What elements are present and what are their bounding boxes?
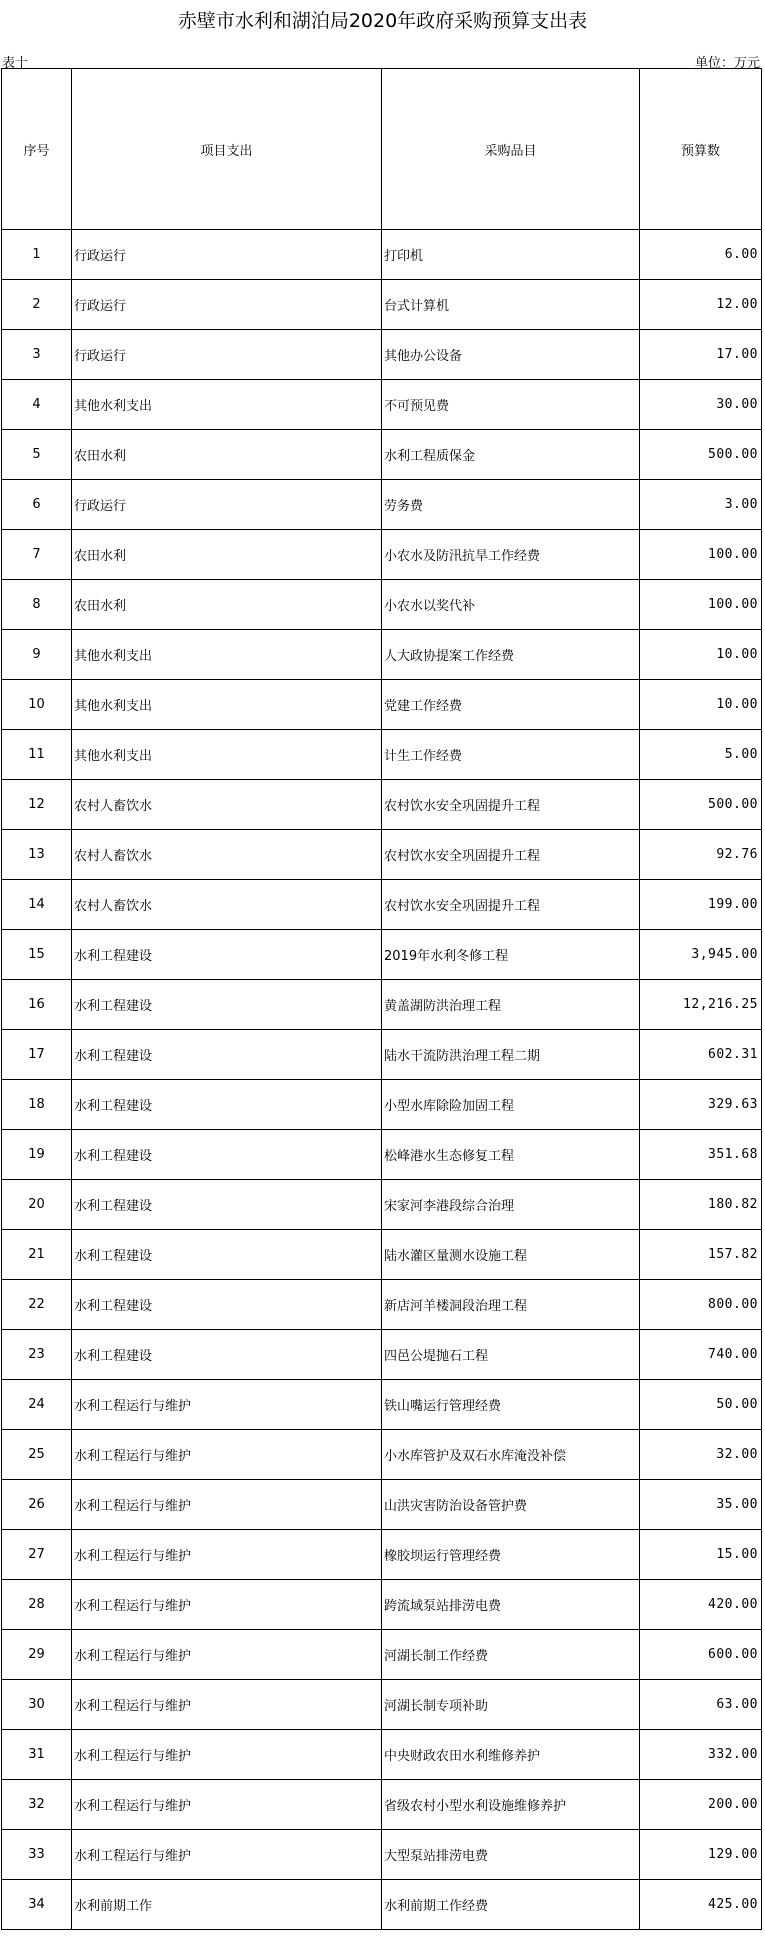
row-index: 20 xyxy=(2,1180,72,1230)
row-project: 水利工程建设 xyxy=(72,1130,382,1180)
row-budget: 50.00 xyxy=(640,1380,762,1430)
row-project: 水利工程运行与维护 xyxy=(72,1630,382,1680)
table-row xyxy=(2,280,762,330)
table-row xyxy=(2,230,762,280)
table-row xyxy=(2,1630,762,1680)
row-project: 水利工程运行与维护 xyxy=(72,1680,382,1730)
row-project: 水利工程建设 xyxy=(72,1080,382,1130)
table-row xyxy=(2,680,762,730)
table-row xyxy=(2,330,762,380)
table-row xyxy=(2,830,762,880)
table-row xyxy=(2,980,762,1030)
row-index: 1 xyxy=(2,230,72,280)
row-budget: 800.00 xyxy=(640,1280,762,1330)
row-project: 农田水利 xyxy=(72,530,382,580)
row-budget: 15.00 xyxy=(640,1530,762,1580)
row-project: 农田水利 xyxy=(72,580,382,630)
row-index: 26 xyxy=(2,1480,72,1530)
table-row xyxy=(2,480,762,530)
row-project: 农村人畜饮水 xyxy=(72,780,382,830)
table-row xyxy=(2,930,762,980)
row-index: 2 xyxy=(2,280,72,330)
table-row xyxy=(2,730,762,780)
table-row xyxy=(2,1480,762,1530)
table-row xyxy=(2,1380,762,1430)
row-index: 34 xyxy=(2,1880,72,1930)
row-project: 水利工程运行与维护 xyxy=(72,1530,382,1580)
row-index: 13 xyxy=(2,830,72,880)
table-label: 表十 xyxy=(2,56,29,71)
row-item: 河湖长制工作经费 xyxy=(382,1630,640,1680)
row-item: 2019年水利冬修工程 xyxy=(382,930,640,980)
row-project: 水利工程建设 xyxy=(72,1030,382,1080)
row-item: 劳务费 xyxy=(382,480,640,530)
row-index: 30 xyxy=(2,1680,72,1730)
row-project: 水利工程运行与维护 xyxy=(72,1580,382,1630)
row-project: 水利工程运行与维护 xyxy=(72,1830,382,1880)
row-index: 27 xyxy=(2,1530,72,1580)
row-item: 松峰港水生态修复工程 xyxy=(382,1130,640,1180)
row-project: 农村人畜饮水 xyxy=(72,830,382,880)
row-item: 宋家河李港段综合治理 xyxy=(382,1180,640,1230)
table-row xyxy=(2,1230,762,1280)
row-project: 水利工程运行与维护 xyxy=(72,1380,382,1430)
row-budget: 351.68 xyxy=(640,1130,762,1180)
row-project: 水利工程建设 xyxy=(72,1180,382,1230)
row-item: 农村饮水安全巩固提升工程 xyxy=(382,880,640,930)
row-index: 33 xyxy=(2,1830,72,1880)
row-project: 水利工程建设 xyxy=(72,1230,382,1280)
row-index: 29 xyxy=(2,1630,72,1680)
row-project: 水利工程建设 xyxy=(72,930,382,980)
row-budget: 329.63 xyxy=(640,1080,762,1130)
row-index: 28 xyxy=(2,1580,72,1630)
row-budget: 129.00 xyxy=(640,1830,762,1880)
row-budget: 199.00 xyxy=(640,880,762,930)
row-index: 31 xyxy=(2,1730,72,1780)
row-budget: 600.00 xyxy=(640,1630,762,1680)
row-item: 党建工作经费 xyxy=(382,680,640,730)
row-item: 跨流域泵站排涝电费 xyxy=(382,1580,640,1630)
table-row xyxy=(2,1080,762,1130)
row-index: 4 xyxy=(2,380,72,430)
row-item: 小型水库除险加固工程 xyxy=(382,1080,640,1130)
row-budget: 500.00 xyxy=(640,780,762,830)
table-row xyxy=(2,1030,762,1080)
row-index: 17 xyxy=(2,1030,72,1080)
row-budget: 180.82 xyxy=(640,1180,762,1230)
row-index: 3 xyxy=(2,330,72,380)
row-budget: 500.00 xyxy=(640,430,762,480)
row-budget: 602.31 xyxy=(640,1030,762,1080)
row-index: 9 xyxy=(2,630,72,680)
row-project: 水利前期工作 xyxy=(72,1880,382,1930)
header-budget: 预算数 xyxy=(640,69,762,230)
table-row xyxy=(2,630,762,680)
row-item: 不可预见费 xyxy=(382,380,640,430)
row-index: 5 xyxy=(2,430,72,480)
row-item: 农村饮水安全巩固提升工程 xyxy=(382,830,640,880)
row-index: 6 xyxy=(2,480,72,530)
table-row xyxy=(2,580,762,630)
table-row xyxy=(2,1130,762,1180)
row-budget: 6.00 xyxy=(640,230,762,280)
row-index: 10 xyxy=(2,680,72,730)
row-index: 22 xyxy=(2,1280,72,1330)
row-item: 水利工程质保金 xyxy=(382,430,640,480)
table-row xyxy=(2,1830,762,1880)
header-project: 项目支出 xyxy=(72,69,382,230)
row-item: 黄盖湖防洪治理工程 xyxy=(382,980,640,1030)
row-budget: 100.00 xyxy=(640,580,762,630)
row-project: 行政运行 xyxy=(72,230,382,280)
row-budget: 100.00 xyxy=(640,530,762,580)
row-project: 水利工程运行与维护 xyxy=(72,1430,382,1480)
table-row xyxy=(2,1680,762,1730)
row-index: 16 xyxy=(2,980,72,1030)
row-index: 25 xyxy=(2,1430,72,1480)
row-budget: 420.00 xyxy=(640,1580,762,1630)
row-index: 15 xyxy=(2,930,72,980)
row-budget: 157.82 xyxy=(640,1230,762,1280)
row-budget: 740.00 xyxy=(640,1330,762,1380)
row-index: 11 xyxy=(2,730,72,780)
row-item: 河湖长制专项补助 xyxy=(382,1680,640,1730)
row-budget: 10.00 xyxy=(640,630,762,680)
row-item: 打印机 xyxy=(382,230,640,280)
row-index: 18 xyxy=(2,1080,72,1130)
row-budget: 63.00 xyxy=(640,1680,762,1730)
row-budget: 35.00 xyxy=(640,1480,762,1530)
row-budget: 332.00 xyxy=(640,1730,762,1780)
row-item: 计生工作经费 xyxy=(382,730,640,780)
row-index: 21 xyxy=(2,1230,72,1280)
row-item: 其他办公设备 xyxy=(382,330,640,380)
table-row xyxy=(2,780,762,830)
row-project: 水利工程运行与维护 xyxy=(72,1730,382,1780)
row-item: 大型泵站排涝电费 xyxy=(382,1830,640,1880)
row-budget: 12.00 xyxy=(640,280,762,330)
row-index: 19 xyxy=(2,1130,72,1180)
row-budget: 425.00 xyxy=(640,1880,762,1930)
row-item: 省级农村小型水利设施维修养护 xyxy=(382,1780,640,1830)
table-row xyxy=(2,1880,762,1930)
header-item: 采购品目 xyxy=(382,69,640,230)
row-item: 四邑公堤抛石工程 xyxy=(382,1330,640,1380)
row-budget: 5.00 xyxy=(640,730,762,780)
row-project: 水利工程运行与维护 xyxy=(72,1780,382,1830)
page-title: 赤壁市水利和湖泊局2020年政府采购预算支出表 xyxy=(177,10,588,32)
budget-table xyxy=(1,68,762,1930)
row-item: 陆水灌区量测水设施工程 xyxy=(382,1230,640,1280)
row-project: 水利工程建设 xyxy=(72,980,382,1030)
table-row xyxy=(2,380,762,430)
row-budget: 10.00 xyxy=(640,680,762,730)
table-row xyxy=(2,880,762,930)
row-project: 水利工程运行与维护 xyxy=(72,1480,382,1530)
table-row xyxy=(2,530,762,580)
table-row xyxy=(2,1180,762,1230)
row-project: 农村人畜饮水 xyxy=(72,880,382,930)
row-item: 铁山嘴运行管理经费 xyxy=(382,1380,640,1430)
row-index: 12 xyxy=(2,780,72,830)
row-item: 新店河羊楼洞段治理工程 xyxy=(382,1280,640,1330)
row-project: 水利工程建设 xyxy=(72,1280,382,1330)
row-project: 其他水利支出 xyxy=(72,630,382,680)
row-budget: 92.76 xyxy=(640,830,762,880)
table-row xyxy=(2,1530,762,1580)
row-item: 橡胶坝运行管理经费 xyxy=(382,1530,640,1580)
row-budget: 3,945.00 xyxy=(640,930,762,980)
table-row xyxy=(2,1780,762,1830)
header-row xyxy=(2,69,762,230)
header-index: 序号 xyxy=(2,69,72,230)
table-row xyxy=(2,1330,762,1380)
row-project: 农田水利 xyxy=(72,430,382,480)
row-budget: 12,216.25 xyxy=(640,980,762,1030)
row-budget: 200.00 xyxy=(640,1780,762,1830)
row-budget: 17.00 xyxy=(640,330,762,380)
row-project: 行政运行 xyxy=(72,330,382,380)
table-row xyxy=(2,1730,762,1780)
row-index: 8 xyxy=(2,580,72,630)
row-item: 小农水及防汛抗旱工作经费 xyxy=(382,530,640,580)
table-row xyxy=(2,430,762,480)
row-item: 小农水以奖代补 xyxy=(382,580,640,630)
row-project: 其他水利支出 xyxy=(72,730,382,780)
row-budget: 3.00 xyxy=(640,480,762,530)
row-project: 其他水利支出 xyxy=(72,680,382,730)
row-project: 行政运行 xyxy=(72,480,382,530)
row-item: 山洪灾害防治设备管护费 xyxy=(382,1480,640,1530)
row-item: 人大政协提案工作经费 xyxy=(382,630,640,680)
row-index: 14 xyxy=(2,880,72,930)
unit-label: 单位：万元 xyxy=(694,56,760,71)
row-project: 行政运行 xyxy=(72,280,382,330)
row-item: 陆水干流防洪治理工程二期 xyxy=(382,1030,640,1080)
row-budget: 32.00 xyxy=(640,1430,762,1480)
row-project: 水利工程建设 xyxy=(72,1330,382,1380)
row-item: 小水库管护及双石水库淹没补偿 xyxy=(382,1430,640,1480)
table-row xyxy=(2,1280,762,1330)
row-item: 台式计算机 xyxy=(382,280,640,330)
row-index: 7 xyxy=(2,530,72,580)
row-budget: 30.00 xyxy=(640,380,762,430)
row-item: 中央财政农田水利维修养护 xyxy=(382,1730,640,1780)
row-item: 农村饮水安全巩固提升工程 xyxy=(382,780,640,830)
row-index: 32 xyxy=(2,1780,72,1830)
table-row xyxy=(2,1430,762,1480)
table-row xyxy=(2,1580,762,1630)
row-project: 其他水利支出 xyxy=(72,380,382,430)
row-index: 23 xyxy=(2,1330,72,1380)
row-index: 24 xyxy=(2,1380,72,1430)
row-item: 水利前期工作经费 xyxy=(382,1880,640,1930)
